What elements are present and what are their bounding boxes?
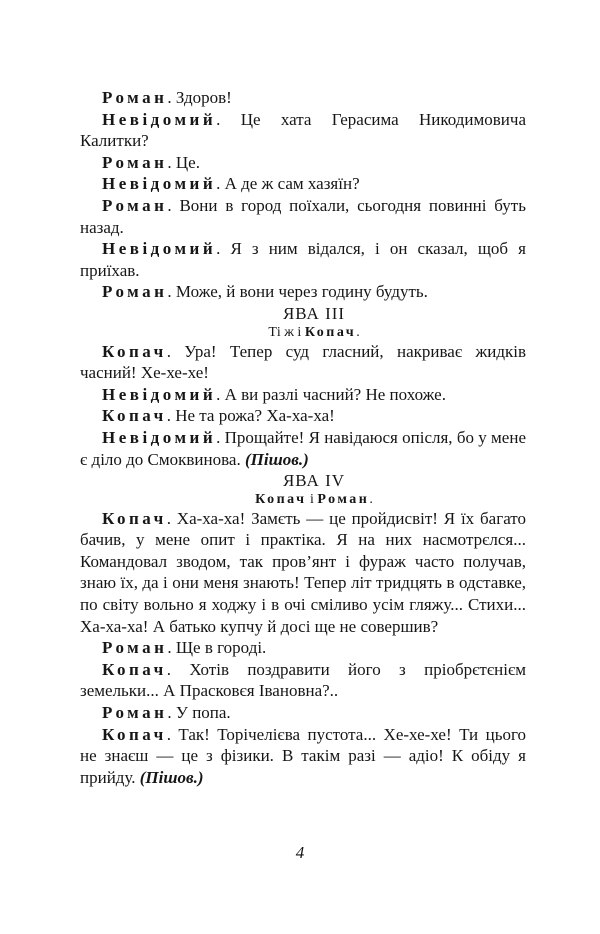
speaker-name: Роман (102, 703, 168, 723)
speaker-name: Копач (102, 341, 167, 361)
speaker-separator: . (166, 724, 179, 744)
dialogue-line (80, 637, 526, 659)
cast-prefix: Ті ж і (268, 324, 302, 340)
dialogue-text: А де ж сам хазяїн? (224, 174, 360, 194)
page-number: 4 (295, 843, 305, 862)
speaker-name: Копач (102, 659, 167, 679)
speaker-separator: . (167, 152, 176, 172)
dialogue-text: Хотів поздравити його з пріобрєтєнієм земельки... А Прасковєя Івановна?.. (80, 659, 527, 701)
scene-cast (80, 492, 526, 508)
cast-name: Роман (317, 491, 370, 507)
cast-name: Копач (304, 324, 357, 340)
dialogue-text: Ура! Тепер суд гласний, накриває жидків часний! Хе-хе-хе! (80, 341, 527, 383)
dialogue-line (80, 238, 526, 281)
speaker-name: Копач (102, 724, 167, 744)
speaker-name: Невідомий (102, 109, 217, 129)
dialogue-line (80, 702, 526, 724)
dialogue-text: У попа. (175, 703, 231, 723)
speaker-separator: . (166, 508, 177, 528)
dialogue-line (80, 427, 526, 470)
speaker-separator: . (167, 638, 176, 658)
dialogue-text: Здоров! (175, 88, 232, 107)
dialogue-text: Може, й вони через годину будуть. (175, 282, 428, 302)
dialogue-text: Ха-ха-ха! Замєть — це пройдисвіт! Я їх багато бачив, у мене опит і практіка. Я на них насмотрєлся... Командовал зводом, так пров’янт і фураж часто получав, знаю їх, да і они меня знають! Тепер літ тридцять в одставке, по світу вольно я ходжу і в очі сміливо усім гляжу... Стихи... Ха-ха-ха! А батько купчу й досі ще не совершив? (80, 508, 527, 636)
speaker-separator: . (167, 282, 176, 302)
scene-cast (80, 325, 526, 341)
dialogue-line (80, 659, 526, 702)
speaker-separator: . (166, 341, 185, 361)
dialogue-text: А ви разлі часний? Не похоже. (224, 384, 446, 404)
speaker-name: Роман (102, 282, 168, 302)
speaker-name: Роман (102, 638, 168, 658)
dialogue-line (80, 384, 526, 406)
speaker-separator: . (166, 659, 190, 679)
speaker-separator: . (216, 384, 225, 404)
dialogue-text: Так! Торічелієва пустота... Хе-хе-хе! Ти цього не знаєш — це з фізики. В такім разі — адіо! К обіду я прийду. (80, 724, 526, 787)
speaker-name: Невідомий (102, 174, 217, 194)
speaker-name: Невідомий (102, 427, 217, 447)
dialogue-line (80, 508, 526, 638)
dialogue-line (80, 281, 526, 303)
dialogue-text: Вони в город поїхали, сьогодня повинні буть назад. (80, 195, 526, 237)
dialogue-text: Прощайте! Я навідаюся опісля, бо у мене є діло до Смоквинова. (80, 427, 526, 469)
speaker-name: Роман (102, 195, 168, 215)
speaker-separator: . (216, 239, 231, 259)
dialogue-text: Це хата Герасима Никодимовича Калитки? (80, 109, 526, 151)
dialogue-text: Це. (175, 152, 200, 172)
speaker-name: Копач (102, 406, 167, 426)
dialogue-line (80, 152, 526, 174)
dialogue-line (80, 405, 526, 427)
dialogue-line (80, 724, 526, 789)
scene-heading: ЯВА III (282, 303, 346, 323)
dialogue-line (80, 195, 526, 238)
speaker-separator: . (216, 427, 225, 447)
stage-direction: (Пішов.) (139, 767, 204, 787)
dialogue-text: Не та рожа? Ха-ха-ха! (175, 406, 335, 426)
scene-heading: ЯВА IV (282, 471, 346, 491)
speaker-separator: . (167, 703, 176, 723)
speaker-name: Роман (102, 152, 168, 172)
text-block (80, 87, 526, 788)
dialogue-text: Я з ним відался, і он сказал, щоб я приїхав. (80, 239, 526, 280)
speaker-name: Копач (102, 508, 167, 528)
cast-name: Копач (255, 491, 307, 507)
dialogue-text: Ще в городі. (175, 638, 267, 658)
speaker-separator: . (216, 109, 241, 129)
speaker-name: Невідомий (102, 384, 217, 404)
speaker-separator: . (167, 195, 180, 215)
speaker-separator: . (167, 88, 176, 107)
dialogue-line (80, 173, 526, 195)
cast-period: . (356, 324, 360, 340)
speaker-name: Невідомий (102, 239, 217, 259)
speaker-separator: . (166, 406, 176, 426)
dialogue-line (80, 87, 526, 109)
speaker-name: Роман (102, 88, 168, 107)
cast-conjunction: і (310, 491, 314, 507)
dialogue-line (80, 109, 526, 152)
cast-period: . (369, 491, 373, 507)
stage-direction: (Пішов.) (244, 449, 309, 469)
dialogue-line (80, 341, 526, 384)
speaker-separator: . (216, 174, 225, 194)
